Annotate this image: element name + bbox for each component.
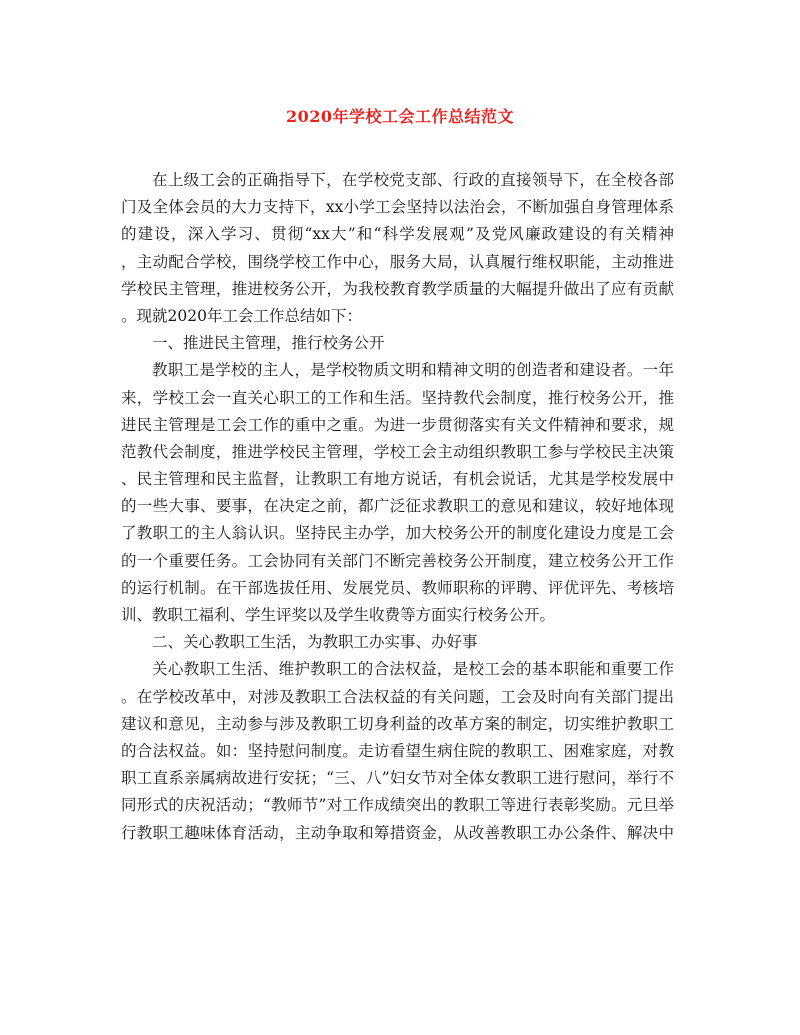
paragraph-line: 进民主管理是工会工作的重中之重。为进一步贯彻落实有关文件精神和要求，规	[121, 415, 674, 434]
paragraph-line: 训、教职工福利、学生评奖以及学生收费等方面实行校务公开。	[121, 606, 556, 624]
paragraph-line: 了教职工的主人翁认识。坚持民主办学，加大校务公开的制度化建设力度是工会	[121, 524, 674, 543]
paragraph-line: 二、关心教职工生活，为教职工办实事、办好事	[152, 633, 478, 652]
paragraph-line: 的一些大事、要事，在决定之前，都广泛征求教职工的意见和建议，较好地体现	[121, 497, 674, 516]
paragraph-line: ，主动配合学校，围绕学校工作中心，服务大局，认真履行维权职能，主动推进	[121, 252, 674, 271]
paragraph-line: 门及全体会员的大力支持下，xx小学工会坚持以法治会，不断加强自身管理体系	[121, 198, 674, 217]
paragraph-line: 学校民主管理，推进校务公开，为我校教育教学质量的大幅提升做出了应有贡献	[121, 279, 674, 298]
paragraph-line: 同形式的庆祝活动；“教师节”对工作成绩突出的教职工等进行表彰奖励。元旦举	[121, 796, 674, 815]
paragraph-line: 来，学校工会一直关心职工的工作和生活。坚持教代会制度，推行校务公开，推	[121, 388, 674, 407]
paragraph-line: 的一个重要任务。工会协同有关部门不断完善校务公开制度，建立校务公开工作	[121, 551, 674, 570]
paragraph-line: 关心教职工生活、维护教职工的合法权益，是校工会的基本职能和重要工作	[152, 660, 674, 679]
document-body	[121, 167, 674, 847]
paragraph-line: 。在学校改革中，对涉及教职工合法权益的有关问题，工会及时向有关部门提出	[121, 687, 674, 706]
paragraph-line: 的合法权益。如：坚持慰问制度。走访看望生病住院的教职工、困难家庭，对教	[121, 741, 674, 760]
paragraph-line: 范教代会制度，推进学校民主管理，学校工会主动组织教职工参与学校民主决策	[121, 442, 674, 461]
paragraph-line: 的建设，深入学习、贯彻“xx大”和“科学发展观”及党风廉政建设的有关精神	[121, 225, 674, 244]
paragraph-line: 的运行机制。在干部选拔任用、发展党员、教师职称的评聘、评优评先、考核培	[121, 578, 674, 597]
paragraph-line: 一、推进民主管理，推行校务公开	[152, 334, 385, 353]
paragraph-line: 建议和意见，主动参与涉及教职工切身利益的改革方案的制定，切实维护教职工	[121, 714, 674, 733]
paragraph-line: 在上级工会的正确指导下，在学校党支部、行政的直接领导下，在全校各部	[152, 171, 674, 189]
paragraph-line: 、民主管理和民主监督，让教职工有地方说话，有机会说话，尤其是学校发展中	[121, 470, 674, 489]
paragraph-line: 职工直系亲属病故进行安抚；“三、八”妇女节对全体女教职工进行慰问，举行不	[121, 769, 674, 788]
paragraph-line: 行教职工趣味体育活动，主动争取和筹措资金，从改善教职工办公条件、解决中	[121, 823, 674, 842]
document-title: 2020年学校工会工作总结范文	[285, 107, 515, 126]
paragraph-line: 。现就2020年工会工作总结如下：	[121, 306, 362, 325]
paragraph-line: 教职工是学校的主人，是学校物质文明和精神文明的创造者和建设者。一年	[152, 361, 674, 380]
